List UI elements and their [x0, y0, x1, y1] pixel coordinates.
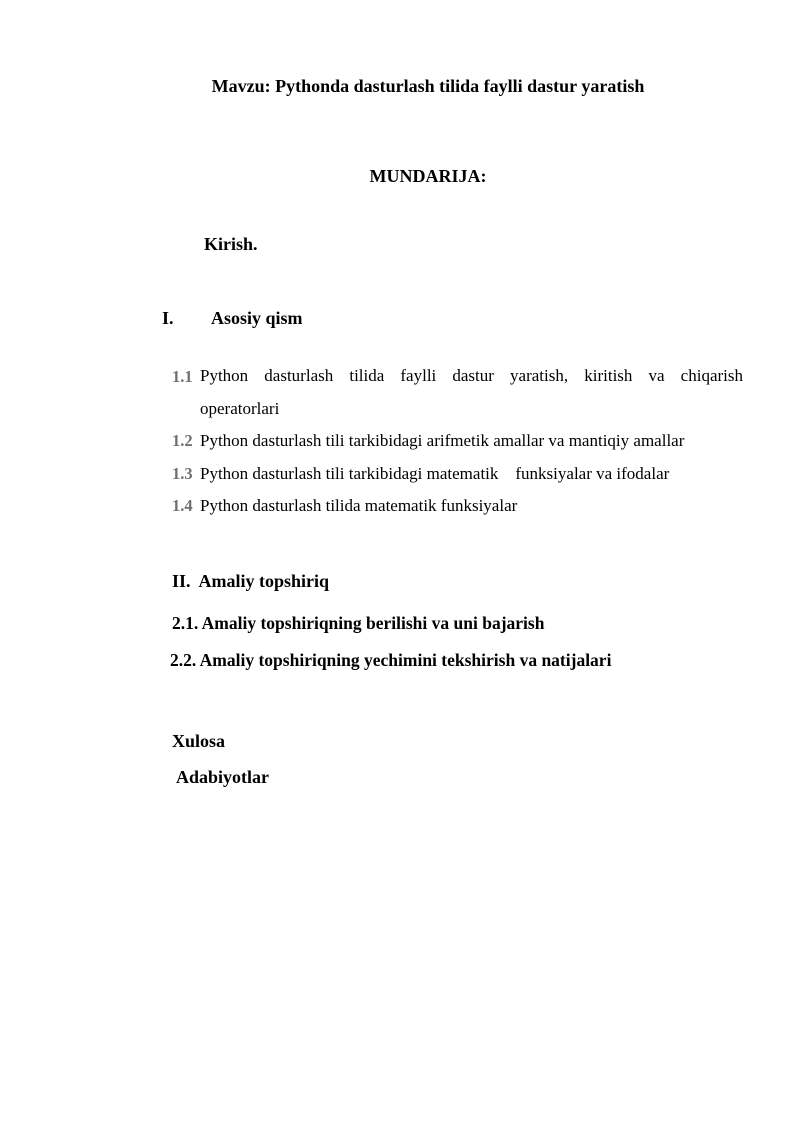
toc-item-text: Python dasturlash tili tarkibidagi matematik funksiyalar va ifodalar: [200, 464, 670, 483]
toc-item-number: 1.2: [172, 431, 193, 450]
intro-entry: Kirish.: [204, 234, 258, 254]
toc-item-number: 1.1: [172, 367, 193, 386]
part1-numeral: I.: [162, 308, 174, 328]
toc-item-text: Python dasturlash tilida faylli dastur yaratish, kiritish va chiqarish: [200, 366, 743, 385]
toc-item-text-continued: operatorlari: [200, 399, 280, 418]
toc-item-number: 1.3: [172, 464, 193, 483]
toc-item-number: 1.4: [172, 496, 193, 515]
toc-item-2-2: 2.2. Amaliy topshiriqning yechimini tekshirish va natijalari: [170, 650, 612, 670]
document-title: Mavzu: Pythonda dasturlash tilida faylli dastur yaratish: [211, 76, 645, 96]
part2-label: II. Amaliy topshiriq: [172, 571, 330, 591]
contents-heading: MUNDARIJA:: [369, 166, 487, 186]
toc-item-text: Python dasturlash tili tarkibidagi arifmetik amallar va mantiqiy amallar: [200, 431, 685, 450]
part1-label: Asosiy qism: [211, 308, 303, 328]
toc-item-2-1: 2.1. Amaliy topshiriqning berilishi va uni bajarish: [172, 613, 545, 633]
conclusion-entry: Xulosa: [172, 731, 226, 751]
toc-item-text: Python dasturlash tilida matematik funksiyalar: [200, 496, 518, 515]
references-entry: Adabiyotlar: [176, 767, 270, 787]
